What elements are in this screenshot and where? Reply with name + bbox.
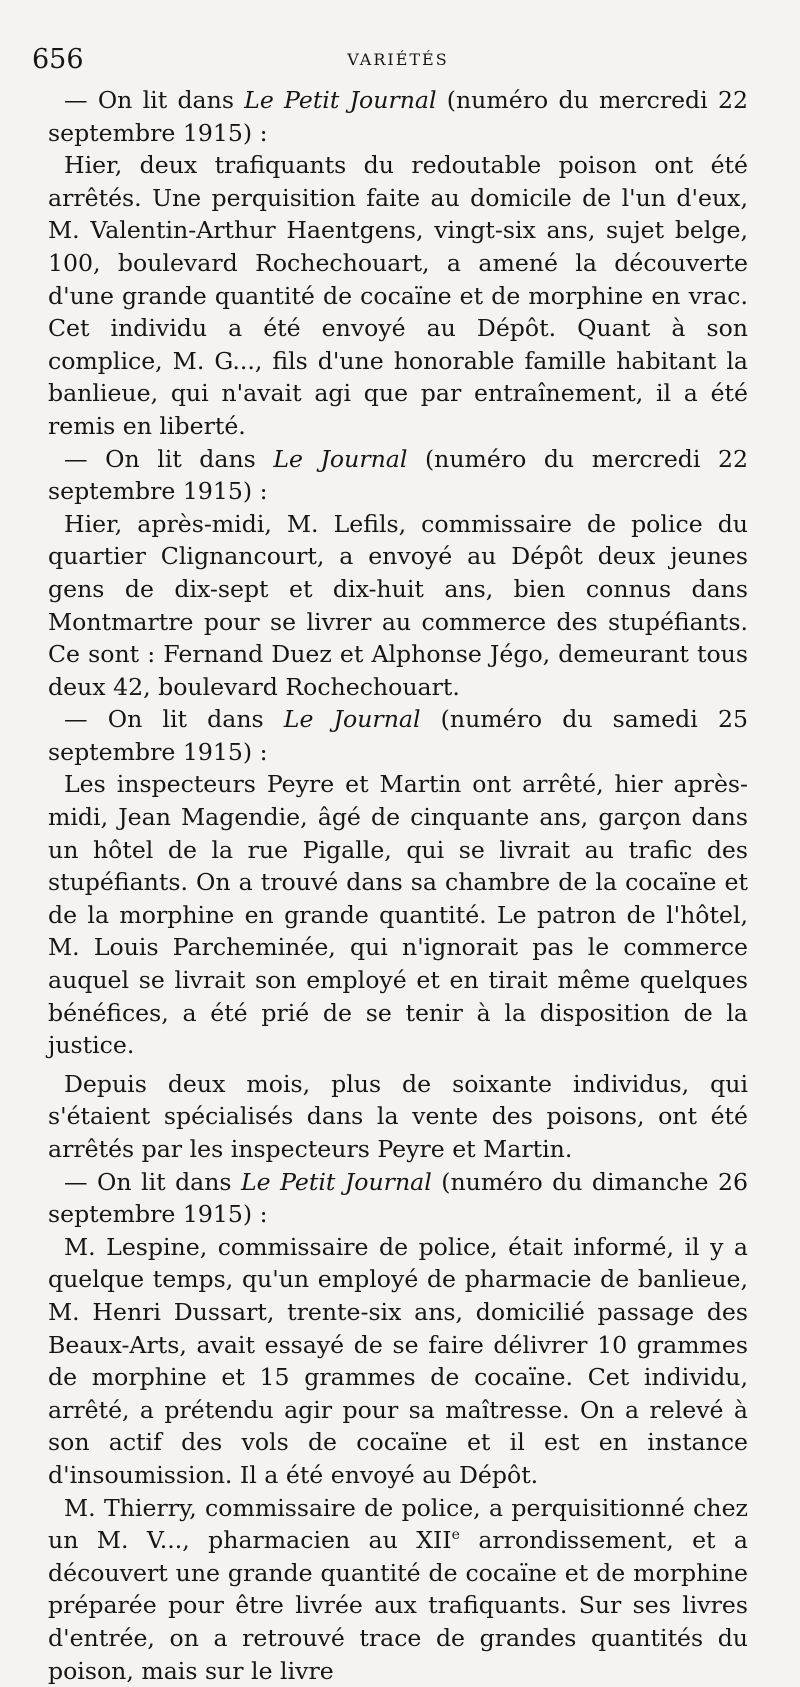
paragraph-p3 [48,443,748,508]
paragraph-p4 [48,508,748,704]
body-text [48,84,748,1687]
text-run: Hier, après-midi, M. Lefils, commissaire de police du quartier Clignancourt, a envoyé au Dépôt deux jeunes gens de dix-sept et dix-huit ans, bien connus dans Montmartre pour se livrer au commerce des stupéfiants. Ce sont : Fernand Duez et Alphonse Jégo, demeurant tous deux 42, boulevard Rochechouart. [48,509,748,701]
text-run: — On lit dans [64,86,245,114]
paragraph-p10 [48,1492,748,1687]
paragraph-p5 [48,703,748,768]
paragraph-p9 [48,1231,748,1492]
text-run: Les inspecteurs Peyre et Martin ont arrêté, hier après-midi, Jean Magendie, âgé de cinquante ans, garçon dans un hôtel de la rue Pigalle, qui se livrait au trafic des stupéfiants. On a trouvé dans sa chambre de la cocaïne et de la morphine en grande quantité. Le patron de l'hôtel, M. Louis Parcheminée, qui n'ignorait pas le commerce auquel se livrait son employé et en tirait même quelques bénéfices, a été prié de se tenir à la disposition de la justice. [48,770,748,1060]
paragraph-p2 [48,149,748,442]
text-run: — On lit dans [64,444,274,473]
text-run: (numéro du dimanche 26 septembre 1915) : [48,1167,748,1229]
newspaper-title: Le Journal [273,444,408,473]
text-run: — On lit dans [64,705,284,734]
text-run: Depuis deux mois, plus de soixante individus, qui s'étaient spécialisés dans la vente des poisons, ont été arrêtés par les inspecteurs Peyre et Martin. [48,1069,748,1163]
text-run: — On lit dans [64,1167,241,1196]
paragraph-p1 [48,84,748,149]
paragraph-p7 [48,1068,748,1166]
newspaper-title: Le Petit Journal [244,86,437,114]
text-run: (numéro du mercredi 22 septembre 1915) : [48,444,748,506]
text-run: M. Thierry, commissaire de police, a perquisitionné chez un M. V..., pharmacien au XII [48,1493,748,1555]
paragraph-p6 [48,768,748,1061]
text-run: (numéro du samedi 25 septembre 1915) : [48,705,748,766]
text-run: (numéro du mercredi 22 septembre 1915) : [48,86,748,147]
paragraph-p8 [48,1166,748,1231]
running-head: VARIÉTÉS [347,50,449,69]
text-run: arrondissement, et a découvert une grande quantité de cocaïne et de morphine préparée pour être livrée aux trafiquants. Sur ses livres d'entrée, on a retrouvé trace de grandes quantités du poison, mais sur le livre [48,1526,748,1685]
text-run: Hier, deux trafiquants du redoutable poison ont été arrêtés. Une perquisition faite au domicile de l'un d'eux, M. Valentin-Arthur Haentgens, vingt-six ans, sujet belge, 100, boulevard Rochechouart, a amené la découverte d'une grande quantité de cocaïne et de morphine en vrac. Cet individu a été envoyé au Dépôt. Quant à son complice, M. G..., fils d'une honorable famille habitant la banlieue, qui n'avait agi que par entraînement, il a été remis en liberté. [48,151,748,440]
text-run: M. Lespine, commissaire de police, était informé, il y a quelque temps, qu'un employé de pharmacie de banlieue, M. Henri Dussart, trente-six ans, domicilié passage des Beaux-Arts, avait essayé de se faire délivrer 10 grammes de morphine et 15 grammes de cocaïne. Cet individu, arrêté, a prétendu agir pour sa maîtresse. On a relevé à son actif des vols de cocaïne et il est en instance d'insoumission. Il a été envoyé au Dépôt. [48,1232,748,1489]
newspaper-title: Le Journal [283,705,421,734]
superscript: e [451,1527,460,1544]
page-number: 656 [32,44,84,75]
page-header [32,36,748,78]
newspaper-title: Le Petit Journal [241,1167,432,1196]
